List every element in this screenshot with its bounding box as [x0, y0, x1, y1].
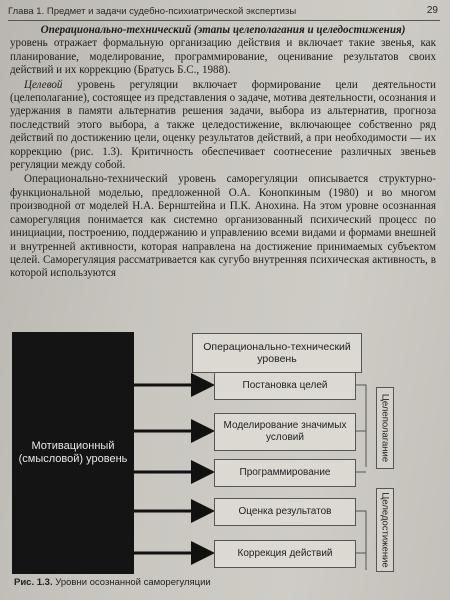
group-label-goal-setting [376, 387, 394, 469]
paragraph-2 [10, 79, 436, 173]
self-regulation-diagram [0, 325, 450, 575]
body-text [10, 24, 436, 281]
figure-number: Рис. 1.3. [14, 577, 53, 588]
running-header [8, 4, 440, 21]
paragraph-2-emphasis: Целевой [24, 78, 63, 91]
operational-level-box: Операционально-технический уровень [192, 333, 362, 373]
step-correction: Коррекция действий [214, 540, 356, 568]
page-number: 29 [426, 5, 438, 16]
motivational-level-box: Мотивационный (смысловой) уровень [12, 332, 134, 574]
step-goal-setting: Постановка целей [214, 372, 356, 400]
paragraph-3: Операционально-технический уровень саморегуляции описывается структурно-функциональной моделью, предложенной О.А. Конопкиным (1980) и во многом производной от моделей Н.А. Бернштейна и П.К. Анохина. На этом уровне осознанная саморегуляция понимается как системно организованный психический процесс по инициации, построению, поддержанию и управлению всеми видами и формами внешней и внутренней активности, которая направлена на достижение принимаемых субъектом целей. Саморегуляция рассматривается как сугубо внутренняя психическая активность, в которой используются [10, 173, 436, 280]
step-evaluation: Оценка результатов [214, 498, 356, 526]
group-label-goal-setting-text: Целеполагание [379, 393, 391, 463]
step-programming: Программирование [214, 459, 356, 487]
section-heading: Операционально-технический (этапы целеполагания и целедостижения) [40, 24, 406, 36]
figure-caption [14, 577, 211, 588]
paragraph-2-text: уровень регуляции включает формирование цели деятельности (целеполагание), состоящее из представления о задаче, мотива деятельности, осознания и удержания в памяти альтернатив решения задачи, выбора из альтернатив, прогноза последствий этого выбора, а также целедостижение, включающее собственно ряд действий по достижению цели, оценку результатов действий, а при необходимости — их коррекцию (рис. 1.3). Критичность обеспечивает соотнесение различных звеньев регуляции между собой. [10, 78, 436, 172]
paragraph-1: уровень отражает формальную организацию действия и включает такие звенья, как планирование, моделирование, программирование, оценивание результатов своих действий и их коррекцию (Братусь Б.С., 1988). [10, 37, 436, 77]
group-label-goal-achievement [376, 488, 394, 572]
step-modeling: Моделирование значимых условий [214, 413, 356, 451]
group-label-goal-achievement-text: Целедостижение [379, 492, 391, 568]
figure-caption-text: Уровни осознанной саморегуляции [55, 577, 211, 588]
chapter-title: Глава 1. Предмет и задачи судебно-психиатрической экспертизы [8, 6, 297, 17]
